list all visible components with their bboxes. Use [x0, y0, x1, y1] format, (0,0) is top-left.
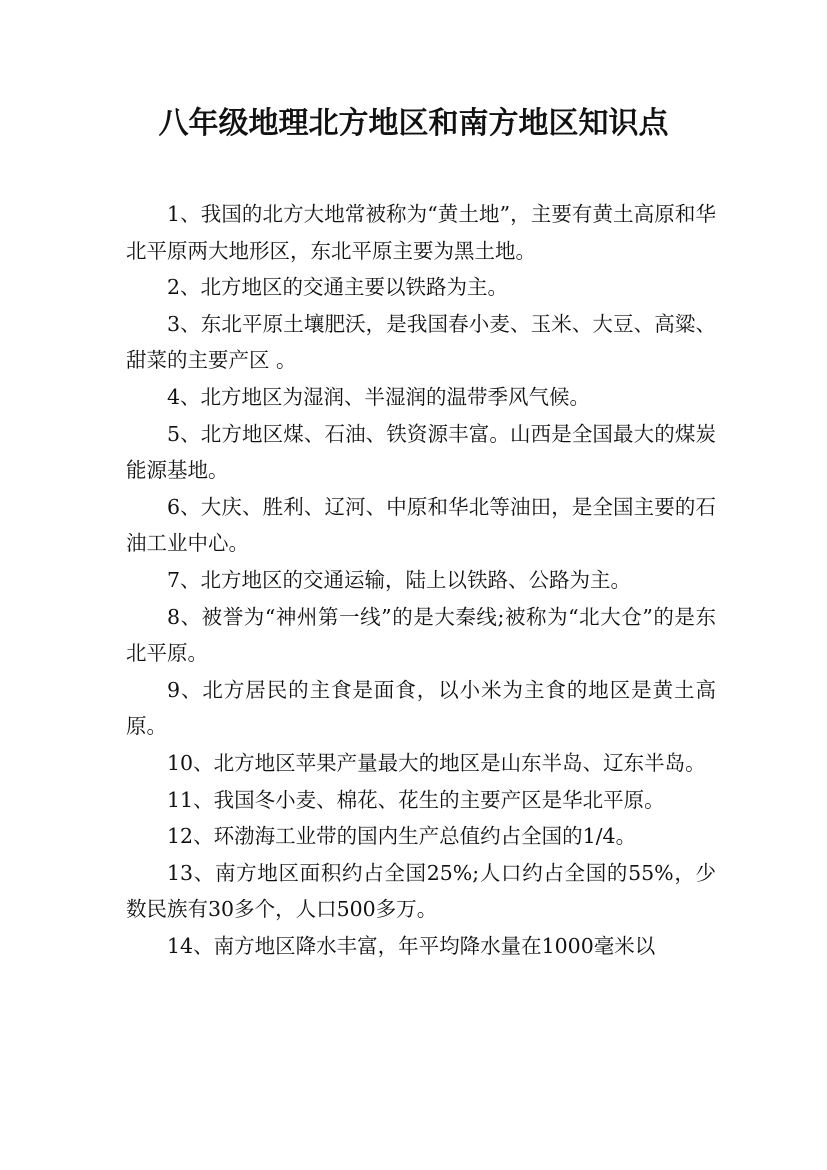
paragraph-10: 10、北方地区苹果产量最大的地区是山东半岛、辽东半岛。: [167, 750, 706, 775]
paragraph-1: 1、我国的北方大地常被称为“黄土地”，主要有黄土高原和华北平原两大地形区，东北平原主要为黑土地。: [126, 202, 716, 263]
paragraph-6: 6、大庆、胜利、辽河、中原和华北等油田，是全国主要的石油工业中心。: [126, 494, 716, 556]
paragraph-14: 14、南方地区降水丰富，年平均降水量在1000毫米以: [167, 933, 656, 958]
paragraph-11: 11、我国冬小麦、棉花、花生的主要产区是华北平原。: [167, 787, 665, 812]
paragraph-9: 9、北方居民的主食是面食，以小米为主食的地区是黄土高原。: [126, 677, 716, 739]
paragraph-12: 12、环渤海工业带的国内生产总值约占全国的1/4。: [167, 824, 637, 849]
paragraph-8: 8、被誉为“神州第一线”的是大秦线;被称为“北大仓”的是东北平原。: [126, 604, 716, 666]
paragraph-2: 2、北方地区的交通主要以铁路为主。: [167, 275, 509, 300]
paragraph-4: 4、北方地区为湿润、半湿润的温带季风气候。: [167, 384, 591, 409]
paragraph-5: 5、北方地区煤、石油、铁资源丰富。山西是全国最大的煤炭能源基地。: [126, 421, 716, 483]
paragraph-3: 3、东北平原土壤肥沃，是我国春小麦、玉米、大豆、高粱、甜菜的主要产区 。: [126, 311, 716, 373]
paragraph-7: 7、北方地区的交通运输，陆上以铁路、公路为主。: [167, 567, 632, 592]
document-body: [126, 196, 716, 964]
document-title: 八年级地理北方地区和南方地区知识点: [158, 106, 669, 141]
paragraph-13: 13、南方地区面积约占全国25%;人口约占全国的55%，少数民族有30多个，人口500多万。: [126, 860, 716, 922]
